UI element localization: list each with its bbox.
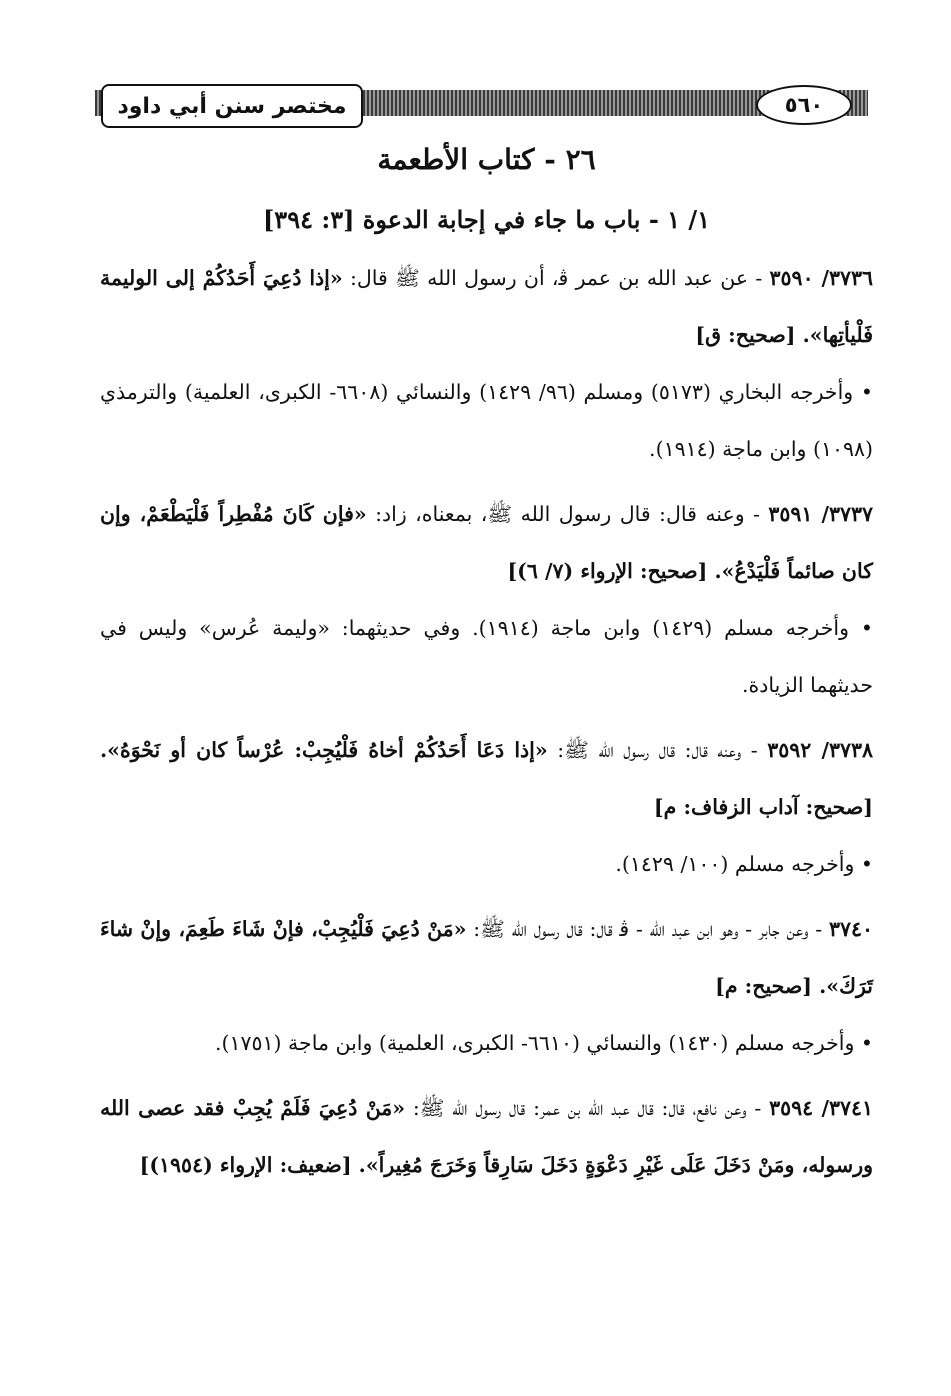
page-number: ٥٦٠	[756, 85, 852, 125]
hadith-number: ٣٧٣٨/ ٣٥٩٢	[767, 738, 874, 762]
hadith-grade: . [صحيح: ق]	[695, 323, 810, 347]
hadith-text: «مَنْ دُعِيَ فَلَمْ يُجِبْ فقد عصى الله ورسوله، ومَنْ دَخَلَ عَلَى غَيْرِ دَعْوَةٍ دَخَلَ سَارِقاً وَخَرَجَ مُغِيراً»	[100, 1096, 873, 1177]
hadith-text: «فإن كَانَ مُفْطِراً فَلْيَطْعَمْ، وإن كان صائماً فَلْيَدْعُ»	[100, 502, 873, 583]
hadith-text: «إذا دُعِيَ أَحَدُكُمْ إلى الوليمة فَلْيأتِها»	[100, 266, 873, 347]
takhrij-note-3: • وأخرجه مسلم (١٠٠/ ١٤٢٩).	[615, 852, 873, 876]
takhrij-note-1: • وأخرجه البخاري (٥١٧٣) ومسلم (٩٦/ ١٤٢٩) والنسائي (٦٦٠٨- الكبرى، العلمية) والترمذي (١٠٩٨) وابن ماجة (١٩١٤).	[100, 380, 873, 461]
hadith-grade: . [صحيح: م]	[715, 974, 827, 998]
hadith-grade: . [ضعيف: الإرواء (١٩٥٤)]	[139, 1153, 366, 1177]
hadith-text: «مَنْ دُعِيَ فَلْيُجِبْ، فإنْ شَاءَ طَعِمَ، وإنْ شاءَ تَرَكَ»	[100, 917, 873, 998]
hadith-entry-5	[100, 1080, 873, 1194]
hadith-number: ٣٧٤١/ ٣٥٩٤	[769, 1096, 874, 1120]
hadith-number: ٣٧٣٦/ ٣٥٩٠	[769, 266, 873, 290]
hadith-text: «إذا دَعَا أَحَدُكُمْ أخاهُ فَلْيُجِبْ: عُرْساً كان أو نَحْوَهُ»	[107, 738, 548, 762]
hadith-entry-2	[100, 486, 873, 600]
section-title: ١/ ١ - باب ما جاء في إجابة الدعوة [٣: ٣٩٤]	[262, 205, 711, 234]
hadith-intro: - وعنه قال: قال رسول الله ﷺ:	[547, 738, 768, 762]
book-title: مختصر سنن أبي داود	[101, 84, 363, 128]
takhrij-note-2: • وأخرجه مسلم (١٤٢٩) وابن ماجة (١٩١٤). وفي حديثهما: «وليمة عُرس» وليس في حديثهما الزيادة.	[100, 616, 873, 697]
hadith-entry-3	[100, 722, 873, 836]
chapter-title: ٢٦ - كتاب الأطعمة	[377, 143, 596, 176]
takhrij-note-4: • وأخرجه مسلم (١٤٣٠) والنسائي (٦٦١٠- الكبرى، العلمية) وابن ماجة (١٧٥١).	[214, 1031, 873, 1055]
running-header	[95, 84, 868, 126]
hadith-grade: . [صحيح: آداب الزفاف: م]	[100, 738, 873, 819]
hadith-entry-4	[100, 901, 873, 1015]
hadith-grade: . [صحيح: الإرواء (٧/ ٦)]	[507, 559, 722, 583]
page-body	[100, 136, 873, 1194]
hadith-number: ٣٧٣٧/ ٣٥٩١	[768, 502, 874, 526]
hadith-entry-1	[100, 250, 873, 364]
hadith-intro: - عن عبد الله بن عمر ﭬ، أن رسول الله ﷺ قال:	[342, 266, 770, 290]
hadith-intro: - وعن جابر - وهو ابن عبد الله - ﭬ قال: قال رسول الله ﷺ:	[466, 917, 829, 941]
hadith-number: ٣٧٤٠	[828, 917, 873, 941]
hadith-intro: - وعنه قال: قال رسول الله ﷺ، بمعناه، زاد:	[366, 502, 769, 526]
hadith-intro: - وعن نافع، قال: قال عبد الله بن عمر: قال رسول الله ﷺ:	[405, 1096, 770, 1120]
